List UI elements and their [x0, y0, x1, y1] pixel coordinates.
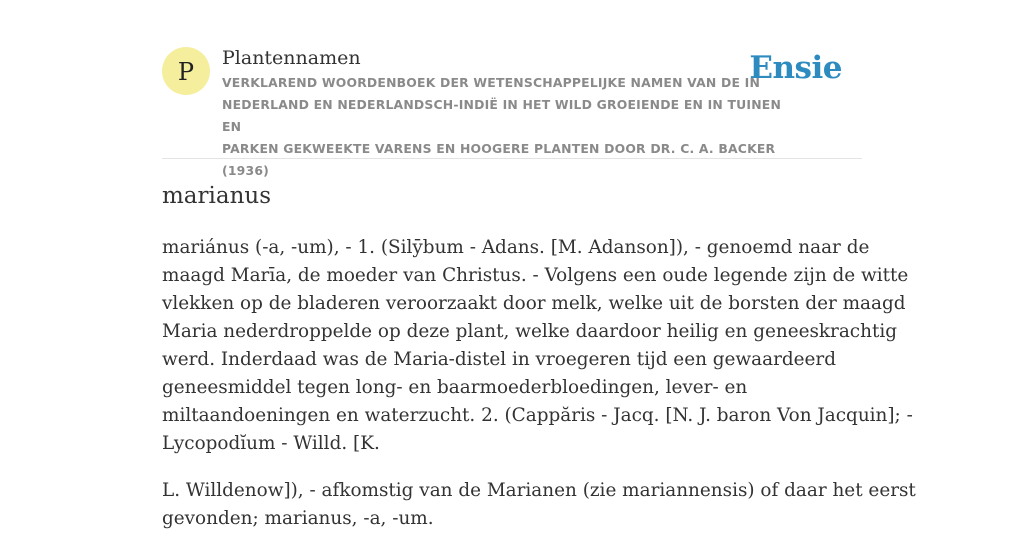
subtitle-line: VERKLAREND WOORDENBOEK DER WETENSCHAPPELIJKE NAMEN VAN DE IN — [222, 75, 761, 90]
definition-line: miltaandoeningen en waterzucht. 2. (Cappăris - Jacq. [N. J. baron Von Jacquin]; - — [162, 405, 913, 426]
entry-definition — [162, 234, 916, 552]
definition-line: Lycopodĭum - Willd. [K. — [162, 433, 380, 454]
definition-paragraph — [162, 477, 916, 533]
definition-line: Maria nederdroppelde op deze plant, welke daardoor heilig en geneeskrachtig — [162, 321, 897, 342]
definition-line: geneesmiddel tegen long- en baarmoederbloedingen, lever- en — [162, 377, 748, 398]
entry-headword: marianus — [162, 183, 272, 209]
definition-line: werd. Inderdaad was de Maria-distel in vroegeren tijd een gewaardeerd — [162, 349, 836, 370]
subtitle-line: PARKEN GEKWEEKTE VARENS EN HOOGERE PLANTEN DOOR DR. C. A. BACKER (1936) — [222, 141, 776, 178]
subtitle-line: NEDERLAND EN NEDERLANDSCH-INDIË IN HET WILD GROEIENDE EN IN TUINEN EN — [222, 97, 782, 134]
dictionary-subtitle — [222, 72, 802, 182]
definition-line: L. Willdenow]), - afkomstig van de Marianen (zie mariannensis) of daar het eerst — [162, 480, 916, 501]
definition-line: gevonden; marianus, -a, -um. — [162, 508, 434, 529]
ensie-logo-link[interactable]: Ensie — [749, 50, 842, 86]
definition-paragraph — [162, 234, 913, 458]
dictionary-header — [162, 44, 862, 178]
definition-line: maagd Marīa, de moeder van Christus. - Volgens een oude legende zijn de witte — [162, 265, 909, 286]
avatar-letter: P — [177, 58, 195, 86]
definition-line: mariánus (-a, -um), - 1. (Silȳbum - Adans. [M. Adanson]), - genoemd naar de — [162, 237, 870, 258]
definition-line: vlekken op de bladeren veroorzaakt door melk, welke uit de borsten der maagd — [162, 293, 906, 314]
dictionary-title[interactable]: Plantennamen — [222, 47, 361, 69]
dictionary-avatar[interactable] — [162, 47, 210, 95]
